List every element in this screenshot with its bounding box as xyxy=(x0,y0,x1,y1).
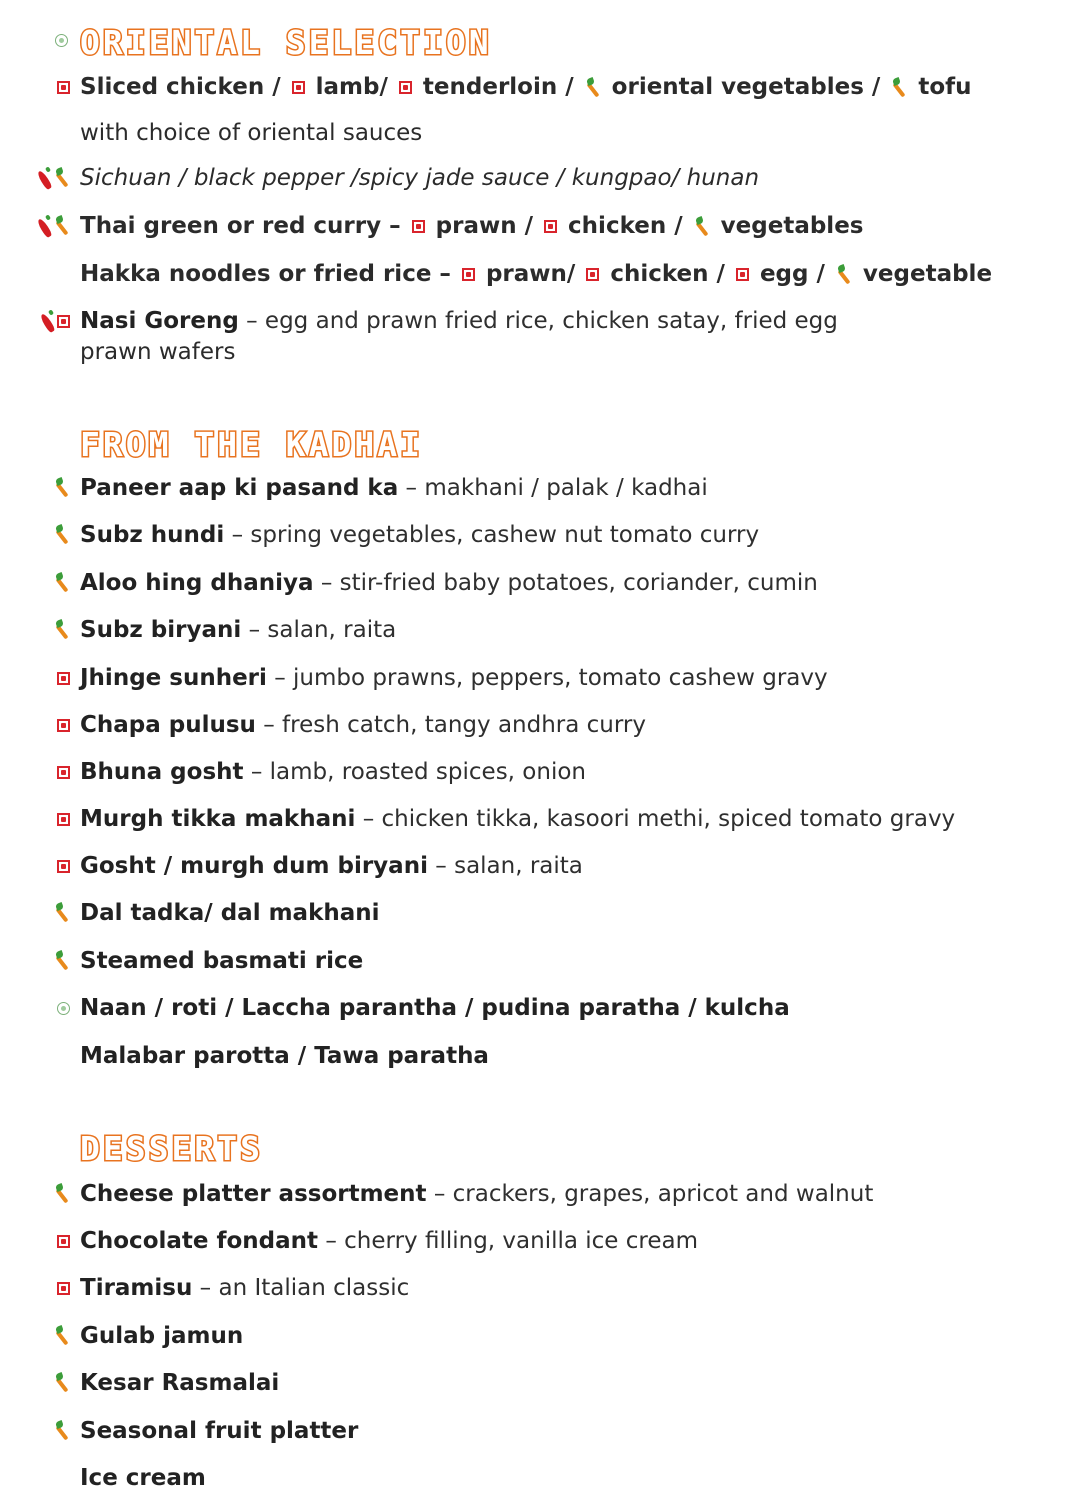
non-veg-icon xyxy=(292,81,305,94)
item-marks xyxy=(46,72,70,102)
veg-icon xyxy=(54,619,70,641)
item-name: Bhuna gosht xyxy=(80,759,244,785)
section-title-kadhai: FROM THE KADHAI xyxy=(80,425,424,464)
item-marks xyxy=(46,804,70,834)
vegan-icon xyxy=(57,1002,70,1015)
non-veg-icon xyxy=(57,719,70,732)
item-marks xyxy=(46,1226,70,1256)
item-description: – egg and prawn fried rice, chicken satay, fried egg xyxy=(238,308,838,334)
menu-item-thai-curry xyxy=(80,211,863,241)
item-name: Naan / roti / Laccha parantha / pudina paratha / kulcha xyxy=(80,995,790,1021)
menu-item-oriental-proteins xyxy=(80,72,972,102)
item-name: Subz biryani xyxy=(80,617,242,643)
item-description: – spring vegetables, cashew nut tomato curry xyxy=(224,522,760,548)
item-marks xyxy=(46,946,70,976)
non-veg-icon xyxy=(57,1282,70,1295)
non-veg-icon xyxy=(57,766,70,779)
item-name: Chapa pulusu xyxy=(80,712,256,738)
item-name: Kesar Rasmalai xyxy=(80,1370,280,1396)
item-marks xyxy=(30,163,70,193)
non-veg-icon xyxy=(57,315,70,328)
item-name: Cheese platter assortment xyxy=(80,1181,427,1207)
item-text: Thai green or red curry – xyxy=(80,213,409,239)
item-marks xyxy=(46,520,70,550)
item-text: oriental vegetables / xyxy=(611,74,889,100)
menu-item xyxy=(80,993,790,1023)
non-veg-icon xyxy=(586,268,599,281)
veg-icon xyxy=(54,215,70,237)
item-marks xyxy=(46,1179,70,1209)
item-marks xyxy=(46,473,70,503)
menu-item-hakka xyxy=(80,259,992,289)
item-name: Ice cream xyxy=(80,1465,206,1491)
veg-icon xyxy=(836,264,852,286)
menu-item xyxy=(80,520,759,550)
section-title-oriental: ORIENTAL SELECTION xyxy=(80,23,492,62)
non-veg-icon xyxy=(57,1235,70,1248)
item-text: prawn / xyxy=(435,213,542,239)
item-text: chicken / xyxy=(610,261,733,287)
non-veg-icon xyxy=(57,860,70,873)
section-title-desserts: DESSERTS xyxy=(80,1129,263,1168)
item-name: Nasi Goreng xyxy=(80,308,239,334)
non-veg-icon xyxy=(57,672,70,685)
veg-icon xyxy=(54,1372,70,1394)
item-text: egg / xyxy=(759,261,825,287)
veg-icon xyxy=(54,950,70,972)
item-marks xyxy=(46,898,70,928)
veg-icon xyxy=(54,477,70,499)
item-text: tofu xyxy=(918,74,972,100)
item-description: – crackers, grapes, apricot and walnut xyxy=(426,1181,874,1207)
menu-item-line: prawn wafers xyxy=(80,339,236,365)
chili-icon xyxy=(38,166,52,190)
item-description: – cherry filling, vanilla ice cream xyxy=(318,1228,699,1254)
veg-icon xyxy=(54,1325,70,1347)
non-veg-icon xyxy=(57,813,70,826)
veg-icon xyxy=(54,524,70,546)
item-marks xyxy=(30,211,70,241)
item-text: vegetable xyxy=(862,261,993,287)
menu-item xyxy=(80,710,646,740)
veg-icon xyxy=(585,77,601,99)
menu-item xyxy=(80,473,708,503)
item-description: – lamb, roasted spices, onion xyxy=(243,759,586,785)
item-name: Seasonal fruit platter xyxy=(80,1418,359,1444)
chili-icon xyxy=(41,309,55,333)
item-description: – jumbo prawns, peppers, tomato cashew gravy xyxy=(266,665,828,691)
non-veg-icon xyxy=(412,220,425,233)
item-name: Malabar parotta / Tawa paratha xyxy=(80,1043,489,1069)
item-name: Gosht / murgh dum biryani xyxy=(80,853,428,879)
item-text: lamb/ xyxy=(315,74,396,100)
item-description: – stir-fried baby potatoes, coriander, cumin xyxy=(313,570,818,596)
item-marks xyxy=(30,306,70,336)
item-marks xyxy=(46,1368,70,1398)
menu-item xyxy=(80,757,586,787)
non-veg-icon xyxy=(57,81,70,94)
item-marks xyxy=(46,710,70,740)
item-marks xyxy=(46,568,70,598)
item-text: chicken / xyxy=(568,213,683,239)
menu-item xyxy=(80,1273,409,1303)
menu-item-line: with choice of oriental sauces xyxy=(80,120,423,146)
item-text: vegetables xyxy=(720,213,864,239)
veg-icon xyxy=(54,167,70,189)
veg-icon xyxy=(54,1420,70,1442)
item-name: Paneer aap ki pasand ka xyxy=(80,475,399,501)
item-text: Sliced chicken / xyxy=(80,74,289,100)
item-marks xyxy=(46,1416,70,1446)
veg-icon xyxy=(694,216,710,238)
item-name: Gulab jamun xyxy=(80,1323,244,1349)
vegan-icon xyxy=(55,34,68,47)
item-name: Chocolate fondant xyxy=(80,1228,319,1254)
menu-item-sauces: Sichuan / black pepper /spicy jade sauce / kungpao/ hunan xyxy=(80,165,760,191)
veg-icon xyxy=(891,77,907,99)
item-marks xyxy=(46,663,70,693)
item-name: Jhinge sunheri xyxy=(80,665,267,691)
item-marks xyxy=(46,757,70,787)
veg-icon xyxy=(54,902,70,924)
menu-item xyxy=(80,568,818,598)
menu-item xyxy=(80,1179,873,1209)
item-name: Murgh tikka makhani xyxy=(80,806,356,832)
item-name: Dal tadka/ dal makhani xyxy=(80,900,380,926)
item-name: Tiramisu xyxy=(80,1275,193,1301)
item-description: – salan, raita xyxy=(241,617,397,643)
non-veg-icon xyxy=(462,268,475,281)
menu-item xyxy=(80,1226,698,1256)
menu-item xyxy=(80,663,828,693)
item-marks xyxy=(46,615,70,645)
menu-item xyxy=(80,898,380,928)
item-text: Hakka noodles or fried rice – xyxy=(80,261,451,287)
menu-item xyxy=(80,851,583,881)
menu-item xyxy=(80,615,396,645)
item-marks xyxy=(46,1273,70,1303)
item-description: – makhani / palak / kadhai xyxy=(398,475,708,501)
menu-item xyxy=(80,1368,279,1398)
menu-item xyxy=(80,1416,358,1446)
non-veg-icon xyxy=(399,81,412,94)
item-name: Aloo hing dhaniya xyxy=(80,570,314,596)
item-description: – an Italian classic xyxy=(192,1275,410,1301)
veg-icon xyxy=(54,1183,70,1205)
non-veg-icon xyxy=(544,220,557,233)
non-veg-icon xyxy=(736,268,749,281)
item-text: prawn/ xyxy=(485,261,584,287)
menu-item-nasi-goreng xyxy=(80,306,838,336)
item-description: – chicken tikka, kasoori methi, spiced tomato gravy xyxy=(355,806,956,832)
item-marks xyxy=(46,993,70,1023)
item-text: tenderloin / xyxy=(422,74,582,100)
menu-item xyxy=(80,1321,243,1351)
item-name: Subz hundi xyxy=(80,522,225,548)
menu-item xyxy=(80,804,955,834)
menu-item xyxy=(80,1463,206,1493)
item-name: Steamed basmati rice xyxy=(80,948,364,974)
item-marks xyxy=(46,1321,70,1351)
menu-item xyxy=(80,1041,489,1071)
menu-item xyxy=(80,946,363,976)
item-description: – fresh catch, tangy andhra curry xyxy=(255,712,646,738)
vegan-icon-group xyxy=(48,25,68,55)
veg-icon xyxy=(54,572,70,594)
chili-icon xyxy=(38,214,52,238)
item-marks xyxy=(46,851,70,881)
item-description: – salan, raita xyxy=(427,853,583,879)
